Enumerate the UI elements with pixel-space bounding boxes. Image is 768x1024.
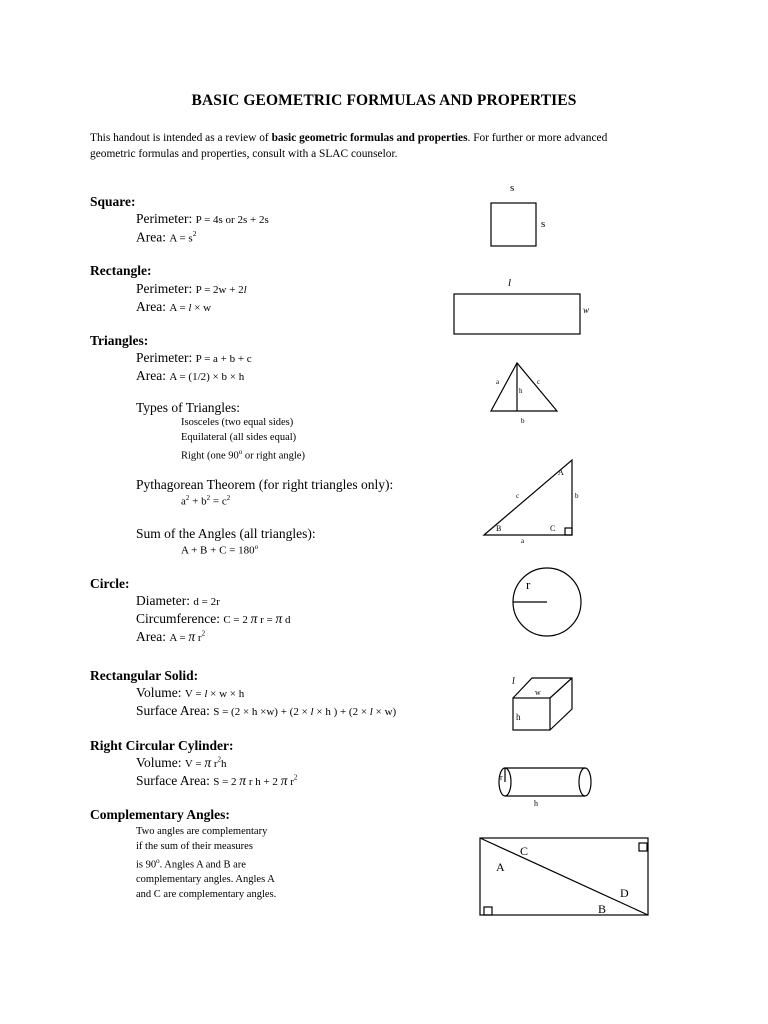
rectangle-heading: Rectangle: — [90, 263, 152, 278]
intro-line-2: geometric formulas and properties, consult with a SLAC counselor. — [90, 148, 398, 160]
angle-C-label: C — [520, 844, 529, 858]
square-perimeter: Perimeter: P = 4s or 2s + 2s — [136, 211, 269, 226]
tri-side-a-label: a — [496, 378, 500, 386]
circle-diameter: Diameter: d = 2r — [136, 593, 220, 608]
angle-sum-formula: $A + B + C = 180^o$ — [181, 543, 259, 557]
triangle-area: Area: A = (1/2) × b × h — [136, 368, 245, 383]
list-item: Equilateral (all sides equal) — [181, 431, 297, 443]
solid-width-label: w — [535, 688, 541, 697]
rt-angle-B-label: B — [496, 524, 502, 533]
square-heading: Square: — [90, 194, 136, 209]
square-shape — [491, 203, 536, 246]
tri-base-label: b — [521, 417, 525, 425]
rect-length-label: l — [508, 277, 512, 289]
rectangle-area: Area: A = l × w — [136, 299, 212, 314]
tri-height-label: h — [519, 387, 523, 395]
angle-B-label: B — [598, 902, 607, 916]
cylinder-right-end — [579, 768, 591, 796]
rectangle-perimeter: Perimeter: P = 2w + 2l — [136, 281, 247, 296]
complementary-diagonal — [480, 838, 648, 915]
triangle-types-heading: Types of Triangles: — [136, 400, 241, 415]
triangle-shape — [491, 363, 557, 411]
tri-side-c-label: c — [537, 378, 541, 386]
circle-area: Area: A = π $r^2$ — [136, 629, 206, 644]
rt-side-b-label: b — [575, 492, 579, 500]
circle-heading: Circle: — [90, 576, 130, 591]
rect-solid-surface: Surface Area: S = (2 × h ×w) + (2 × l × h ) + (2 × l × w) — [136, 703, 397, 718]
page-title: BASIC GEOMETRIC FORMULAS AND PROPERTIES — [191, 92, 577, 109]
cylinder-volume: Volume: V = π $r^2h$ — [136, 755, 227, 770]
cyl-height-label: h — [534, 799, 538, 808]
triangle-perimeter: Perimeter: P = a + b + c — [136, 350, 252, 365]
circle-radius-label: r — [526, 577, 531, 592]
list-item: Isosceles (two equal sides) — [181, 417, 294, 428]
corner-right-angle-top — [639, 843, 647, 851]
solid-edge — [550, 678, 572, 698]
rectangle-shape — [454, 294, 580, 334]
rt-side-a-label: a — [521, 537, 525, 545]
rt-angle-A-label: A — [558, 468, 564, 477]
circle-circumference: Circumference: C = 2 π r = π d — [136, 611, 291, 626]
solid-length-label: l — [512, 676, 515, 687]
pythagorean-heading: Pythagorean Theorem (for right triangles only): — [136, 477, 394, 492]
cylinder-sides — [505, 768, 585, 796]
rect-solid-volume: Volume: V = l × w × h — [136, 685, 245, 700]
list-item: Right (one 90$^o$ or right angle) — [181, 448, 305, 462]
triangles-heading: Triangles: — [90, 333, 149, 348]
complementary-heading: Complementary Angles: — [90, 807, 230, 822]
solid-height-label: h — [516, 712, 521, 722]
angle-sum-heading: Sum of the Angles (all triangles): — [136, 526, 316, 541]
cylinder-heading: Right Circular Cylinder: — [90, 738, 234, 753]
angle-A-label: A — [496, 860, 505, 874]
angle-D-label: D — [620, 886, 629, 900]
rt-side-c-label: c — [516, 492, 520, 500]
rect-solid-heading: Rectangular Solid: — [90, 668, 199, 683]
square-side-label-top: s — [510, 182, 515, 194]
rect-width-label: w — [583, 305, 590, 315]
square-area: Area: $A = s^2$ — [136, 229, 197, 245]
cyl-radius-label: r — [500, 773, 503, 782]
right-angle-mark — [565, 528, 572, 535]
intro-line-1: This handout is intended as a review of basic geometric formulas and properties. For further or more advanced — [90, 132, 608, 144]
intro-bold-phrase: basic geometric formulas and properties — [271, 132, 468, 144]
cylinder-surface: Surface Area: S = 2 π r h + 2 π $r^2$ — [136, 773, 298, 788]
square-side-label-right: s — [541, 218, 546, 230]
complementary-text: Two angles are complementary if the sum of their measures is 90$^o$. Angles A and B are complementary angles. Angles A and C are complementary angles. — [136, 826, 277, 900]
pythagorean-formula: $a^2 + b^2 = c^2$ — [181, 494, 231, 508]
corner-right-angle-bottom — [484, 907, 492, 915]
rt-angle-C-label: C — [550, 524, 556, 533]
